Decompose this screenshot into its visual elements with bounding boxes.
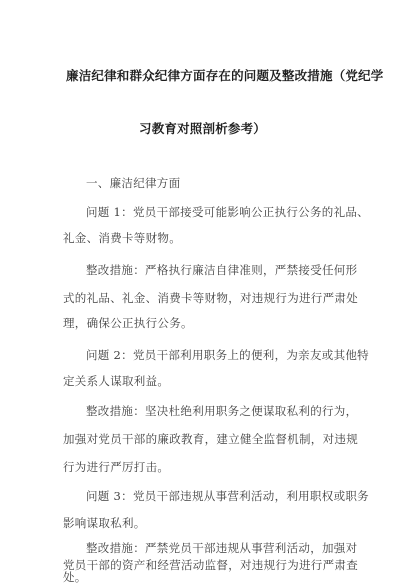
measure-1-line-2: 式的礼品、礼金、消费卡等财物，对违规行为进行严肃处 bbox=[63, 291, 358, 305]
measure-3-line-3: 处。 bbox=[63, 570, 87, 584]
measure-1-line-3: 理，确保公正执行公务。 bbox=[63, 316, 193, 330]
section-heading: 一、廉洁纪律方面 bbox=[86, 176, 181, 190]
measure-2-line-2: 加强对党员干部的廉政教育，建立健全监督机制，对违规 bbox=[63, 432, 358, 446]
measure-3-line-1: 整改措施：严禁党员干部违规从事营利活动，加强对 bbox=[86, 541, 358, 555]
document-title-line-1: 廉洁纪律和群众纪律方面存在的问题及整改措施（党纪学 bbox=[66, 68, 384, 83]
document-title-line-2: 习教育对照剖析参考） bbox=[139, 121, 267, 136]
issue-1-line-2: 礼金、消费卡等财物。 bbox=[63, 231, 181, 245]
issue-2-line-1: 问题 2：党员干部利用职务上的便利，为亲友或其他特 bbox=[86, 348, 369, 362]
issue-1-line-1: 问题 1：党员干部接受可能影响公正执行公务的礼品、 bbox=[86, 205, 369, 219]
measure-3-line-2: 党员干部的资产和经营活动监督，对违规行为进行严肃查 bbox=[63, 558, 358, 572]
measure-2-line-1: 整改措施：坚决杜绝利用职务之便谋取私利的行为， bbox=[86, 404, 358, 418]
issue-3-line-2: 影响谋取私利。 bbox=[63, 516, 146, 530]
measure-1-line-1: 整改措施：严格执行廉洁自律准则，严禁接受任何形 bbox=[86, 263, 358, 277]
issue-3-line-1: 问题 3：党员干部违规从事营利活动，利用职权或职务 bbox=[86, 489, 369, 503]
measure-2-line-3: 行为进行严厉打击。 bbox=[63, 460, 170, 474]
issue-2-line-2: 定关系人谋取利益。 bbox=[63, 374, 170, 388]
